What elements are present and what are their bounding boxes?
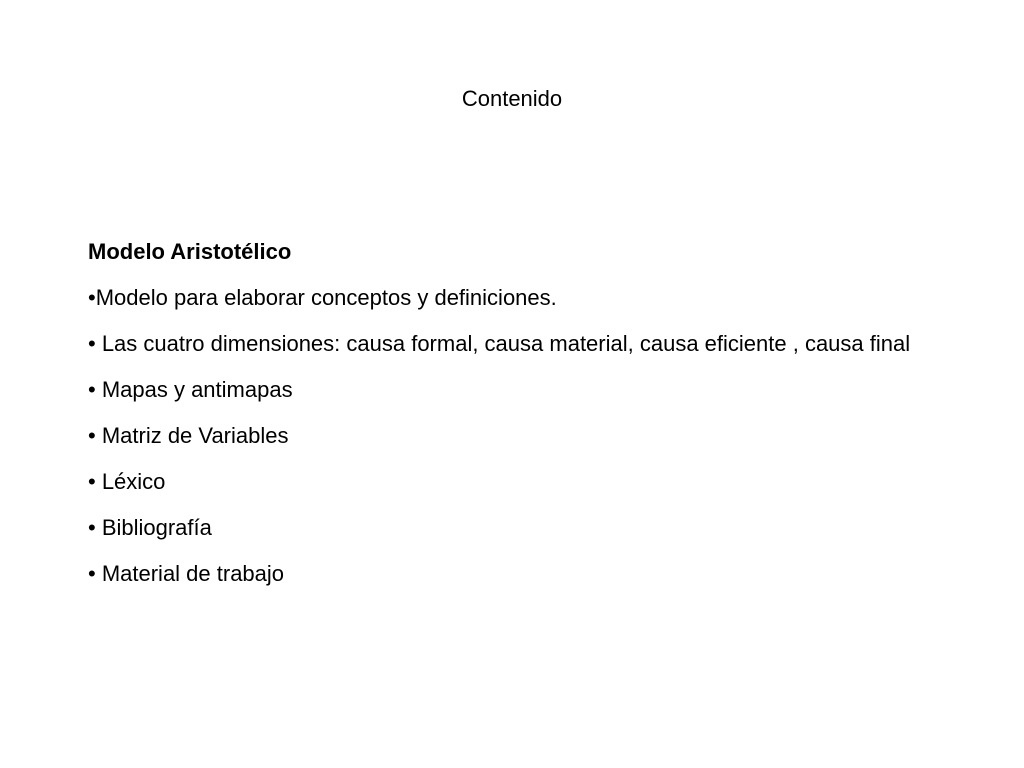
slide-content (88, 236, 948, 604)
list-item: • Bibliografía (88, 515, 212, 540)
section-heading: Modelo Aristotélico (88, 239, 292, 264)
slide-title: Contenido (461, 86, 563, 111)
list-item: • Léxico (88, 469, 166, 494)
list-item: • Mapas y antimapas (88, 377, 293, 402)
list-item: • Material de trabajo (88, 561, 285, 586)
list-item: • Matriz de Variables (88, 423, 289, 448)
list-item: •Modelo para elaborar conceptos y definiciones. (88, 285, 557, 310)
list-item: • Las cuatro dimensiones: causa formal, causa material, causa eficiente , causa final (88, 331, 911, 356)
